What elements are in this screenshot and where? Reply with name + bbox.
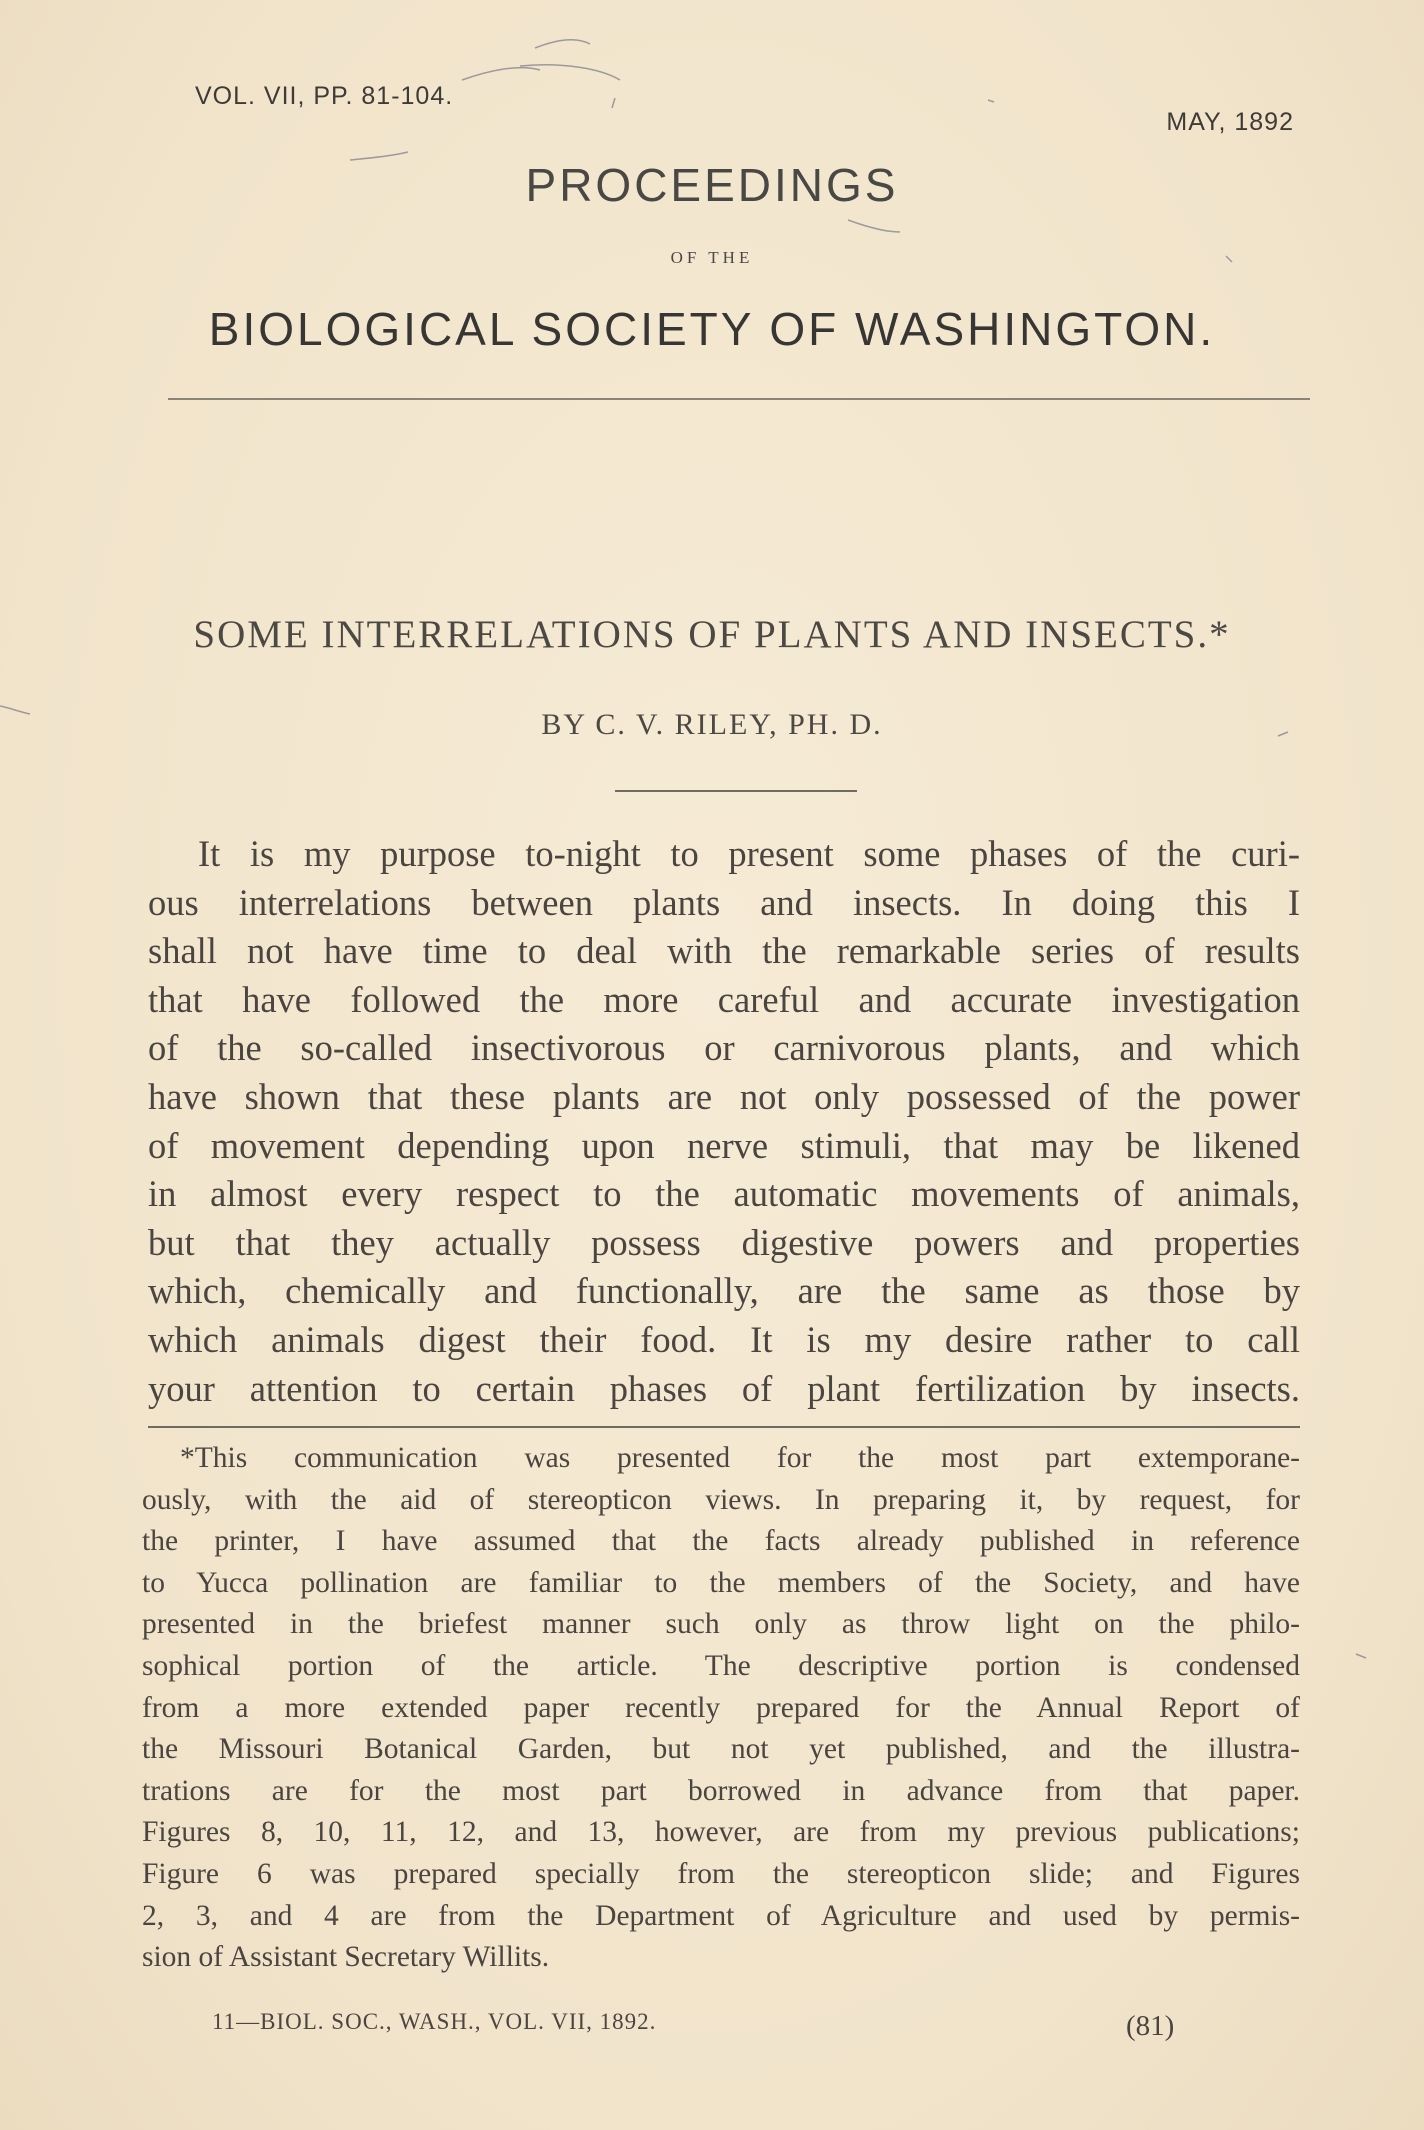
footnote-line: sophical portion of the article. The descriptive portion is condensed (142, 1649, 1300, 1682)
article-author: BY C. V. RILEY, PH. D. (541, 708, 883, 741)
footnote-line: the Missouri Botanical Garden, but not yet published, and the illustra- (142, 1733, 1300, 1766)
journal-title-connector: OF THE (670, 248, 754, 267)
footnote-line: presented in the briefest manner such only as throw light on the philo- (142, 1608, 1300, 1641)
body-line: your attention to certain phases of plant fertilization by insects. (148, 1367, 1300, 1409)
footnote-line: sion of Assistant Secretary Willits. (142, 1941, 550, 1974)
volume-reference: VOL. VII, PP. 81-104. (195, 82, 454, 110)
signature-mark: 11—BIOL. SOC., WASH., VOL. VII, 1892. (212, 2009, 657, 2034)
body-line: which animals digest their food. It is my desire rather to call (148, 1318, 1300, 1360)
header-rule (168, 398, 1310, 400)
footnote-line: the printer, I have assumed that the facts already published in reference (142, 1525, 1300, 1558)
journal-title: PROCEEDINGS (525, 159, 899, 211)
footnote-line: Figure 6 was prepared specially from the stereopticon slide; and Figures (142, 1857, 1300, 1890)
footnote (142, 1438, 1300, 1979)
body-line: of movement depending upon nerve stimuli, that may be likened (148, 1124, 1300, 1166)
article-title: SOME INTERRELATIONS OF PLANTS AND INSECTS.* (193, 613, 1231, 656)
body-line: have shown that these plants are not only possessed of the power (148, 1075, 1300, 1117)
footnote-line: *This communication was presented for the most part extemporane- (180, 1442, 1300, 1474)
footnote-line: trations are for the most part borrowed in advance from that paper. (142, 1774, 1300, 1807)
body-line: It is my purpose to-night to present some phases of the curi- (198, 833, 1300, 874)
body-line: but that they actually possess digestive powers and properties (148, 1221, 1300, 1263)
title-rule (615, 790, 857, 792)
journal-society-name: BIOLOGICAL SOCIETY OF WASHINGTON. (208, 303, 1216, 355)
footnote-line: to Yucca pollination are familiar to the members of the Society, and have (142, 1566, 1300, 1599)
footnote-line: from a more extended paper recently prepared for the Annual Report of (142, 1691, 1300, 1724)
footnote-line: ously, with the aid of stereopticon views. In preparing it, by request, for (142, 1483, 1300, 1516)
issue-date: MAY, 1892 (1166, 108, 1294, 136)
body-line: ous interrelations between plants and insects. In doing this I (148, 881, 1300, 923)
article-body (148, 830, 1300, 1413)
footnote-line: Figures 8, 10, 11, 12, and 13, however, are from my previous publications; (142, 1816, 1300, 1849)
body-line: shall not have time to deal with the remarkable series of results (148, 930, 1300, 972)
footnote-rule (148, 1426, 1300, 1428)
body-line: that have followed the more careful and accurate investigation (148, 978, 1300, 1020)
body-line: which, chemically and functionally, are the same as those by (148, 1270, 1300, 1312)
page-number: (81) (1126, 2010, 1175, 2042)
footnote-line: 2, 3, and 4 are from the Department of Agriculture and used by permis- (142, 1899, 1300, 1932)
body-line: in almost every respect to the automatic movements of animals, (148, 1173, 1300, 1215)
body-line: of the so-called insectivorous or carnivorous plants, and which (148, 1027, 1300, 1069)
